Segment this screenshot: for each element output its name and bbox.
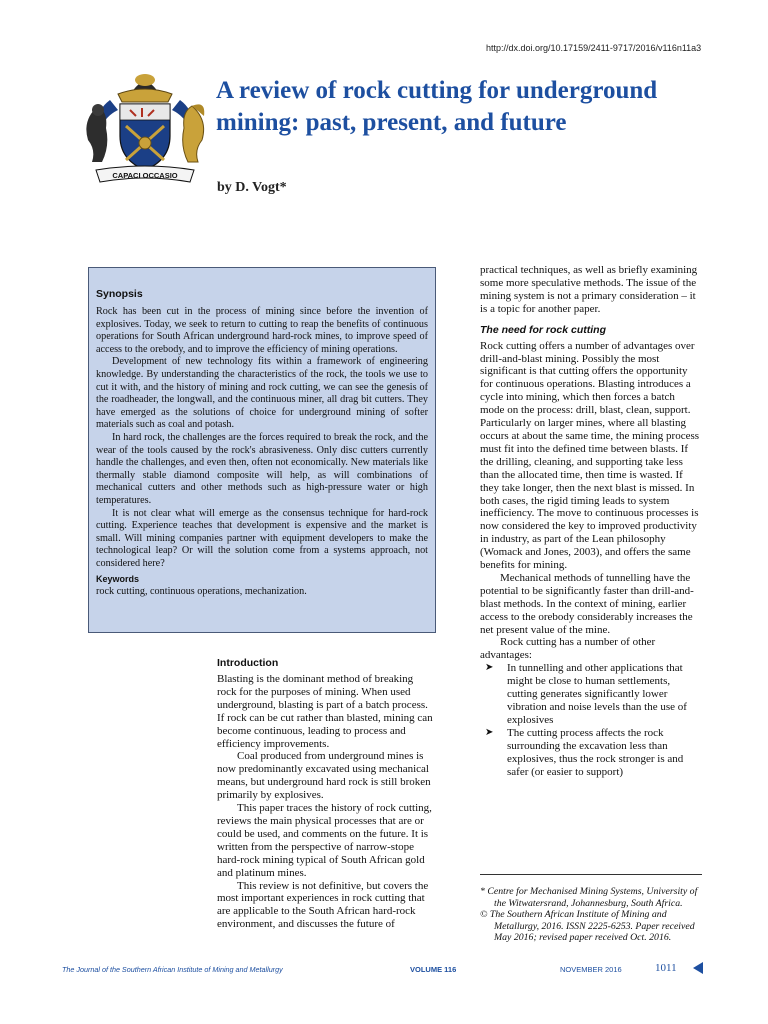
list-item-text: In tunnelling and other applications that might be close to human settlements, cutting generates significantly lower vibration and noise levels than the use of explosives: [507, 662, 687, 726]
body-paragraph: Coal produced from underground mines is now predominantly excavated using mechanical means, but underground hard rock is still broken primarily by explosives.: [217, 750, 431, 802]
page-marker-triangle-icon: [693, 962, 703, 974]
synopsis-paragraph: In hard rock, the challenges are the forces required to break the rock, and the wear of the tools caused by the rock's abrasiveness. Only disc cutters currently handle the challenges, and even then, often not economically. New materials like thermally stable diamond composite will help, as will combinations of mechanical cutters and other methods such as high-pressure water or high temperatures.: [96, 431, 428, 506]
introduction-heading: Introduction: [217, 657, 279, 669]
need-heading: The need for rock cutting: [480, 323, 607, 336]
footnote-copyright: © The Southern African Institute of Mining and Metallurgy, 2016. ISSN 2225-6253. Paper received May 2016; revised paper received Oct. 2016.: [480, 909, 695, 944]
footnote-affiliation: * Centre for Mechanised Mining Systems, University of the Witwatersrand, Johannesburg, South Africa.: [480, 886, 698, 909]
list-item: [480, 662, 702, 727]
body-paragraph: This paper traces the history of rock cutting, reviews the main physical processes that are or could be used, and comments on the future. It is written from the perspective of narrow-stope hard-rock mining typical of South African gold and platinum mines.: [217, 802, 432, 879]
body-paragraph: practical techniques, as well as briefly examining some more speculative methods. The issue of the mining system is not a primary consideration – it is a topic for another paper.: [480, 264, 698, 315]
arrow-bullet-icon: ➤: [485, 662, 494, 674]
footer-date: NOVEMBER 2016: [560, 965, 622, 974]
footer-volume: VOLUME 116: [410, 965, 457, 974]
introduction-section: [217, 657, 435, 931]
article-title: A review of rock cutting for underground mining: past, present, and future: [216, 77, 658, 136]
body-paragraph: Blasting is the dominant method of breaking rock for the purposes of mining. When used underground, blasting is part of a batch process. If rock can be cut rather than blasted, mining can become continuous, leading to process and efficiency improvements.: [217, 673, 433, 750]
author-line: by D. Vogt*: [217, 180, 287, 195]
footer-journal-name: The Journal of the Southern African Institute of Mining and Metallurgy: [62, 965, 283, 974]
body-paragraph: Rock cutting offers a number of advantages over drill-and-blast mining. Possibly the most significant is that cutting offers the opportunity for continuous operations. Blasting introduces a cycle into mining, which then forces a batch mode on the process: drill, blast, clean, support. Particularly on larger mines, where all blasting occurs at about the same time, the mining process must fit into the defined time between blasts. If the drilling, cleaning, and supporting take less than the allocated time, then time is wasted. If they take longer, then the next blast is missed. In both cases, the rigid timing leads to system inefficiency. The move to continuous processes is now considered the key to improved productivity in industry, as part of the Lean philosophy (Womack and Jones, 2003), and offers the same benefits for mining.: [480, 339, 700, 572]
footnotes: [480, 886, 702, 944]
body-paragraph: Rock cutting has a number of other advantages:: [480, 636, 656, 662]
body-paragraph: Mechanical methods of tunnelling have the potential to be significantly faster than drill-and-blast methods. In the context of mining, earlier access to the orebody considerably increases the net present value of the mine.: [480, 571, 694, 636]
synopsis-heading: Synopsis: [96, 288, 143, 300]
list-item-text: The cutting process affects the rock surrounding the excavation less than explosives, thus the rock stronger is and safer (or easier to support): [507, 726, 684, 778]
page-number: 1011: [655, 962, 677, 974]
keywords-heading: Keywords: [96, 574, 140, 585]
advantages-list: [480, 662, 702, 778]
synopsis-paragraph: It is not clear what will emerge as the consensus technique for hard-rock cutting. Experience teaches that development is expensive and the market is small. Will mining companies partner with equipment developers to make the technological leap? Or will the solution come from a systems approach, not considered here?: [96, 507, 428, 569]
synopsis-paragraph: Development of new technology fits within a framework of engineering knowledge. By understanding the characteristics of the rock, the tools we use to cut it with, and the history of mining and rock cutting, we can see the genesis of the roadheader, the longwall, and the continuous miner, all drag bit cutters. They have emerged as the solutions of choice for underground mining of softer materials such as coal and potash.: [96, 356, 428, 431]
institute-coat-of-arms-icon: [80, 70, 210, 188]
arrow-bullet-icon: ➤: [485, 726, 494, 738]
body-paragraph: This review is not definitive, but covers the most important experiences in rock cutting that are applicable to the South African hard-rock environment, and discusses the future of: [217, 879, 429, 931]
list-item: [480, 727, 702, 779]
keywords-list: rock cutting, continuous operations, mechanization.: [96, 586, 307, 598]
right-column: [480, 264, 702, 778]
doi-link[interactable]: http://dx.doi.org/10.17159/2411-9717/2016/v116n11a3: [486, 43, 702, 53]
crest-motto: CAPACI OCCASIO: [112, 171, 178, 180]
synopsis-box: [88, 267, 436, 633]
footnote-divider: [480, 874, 702, 875]
synopsis-paragraph: Rock has been cut in the process of mining since before the invention of explosives. Today, we seek to return to cutting to reap the benefits of continuous operations for South African underground hard-rock mines, to improve speed of access to the orebody, and to improve the efficiency of mining operations.: [96, 306, 428, 355]
